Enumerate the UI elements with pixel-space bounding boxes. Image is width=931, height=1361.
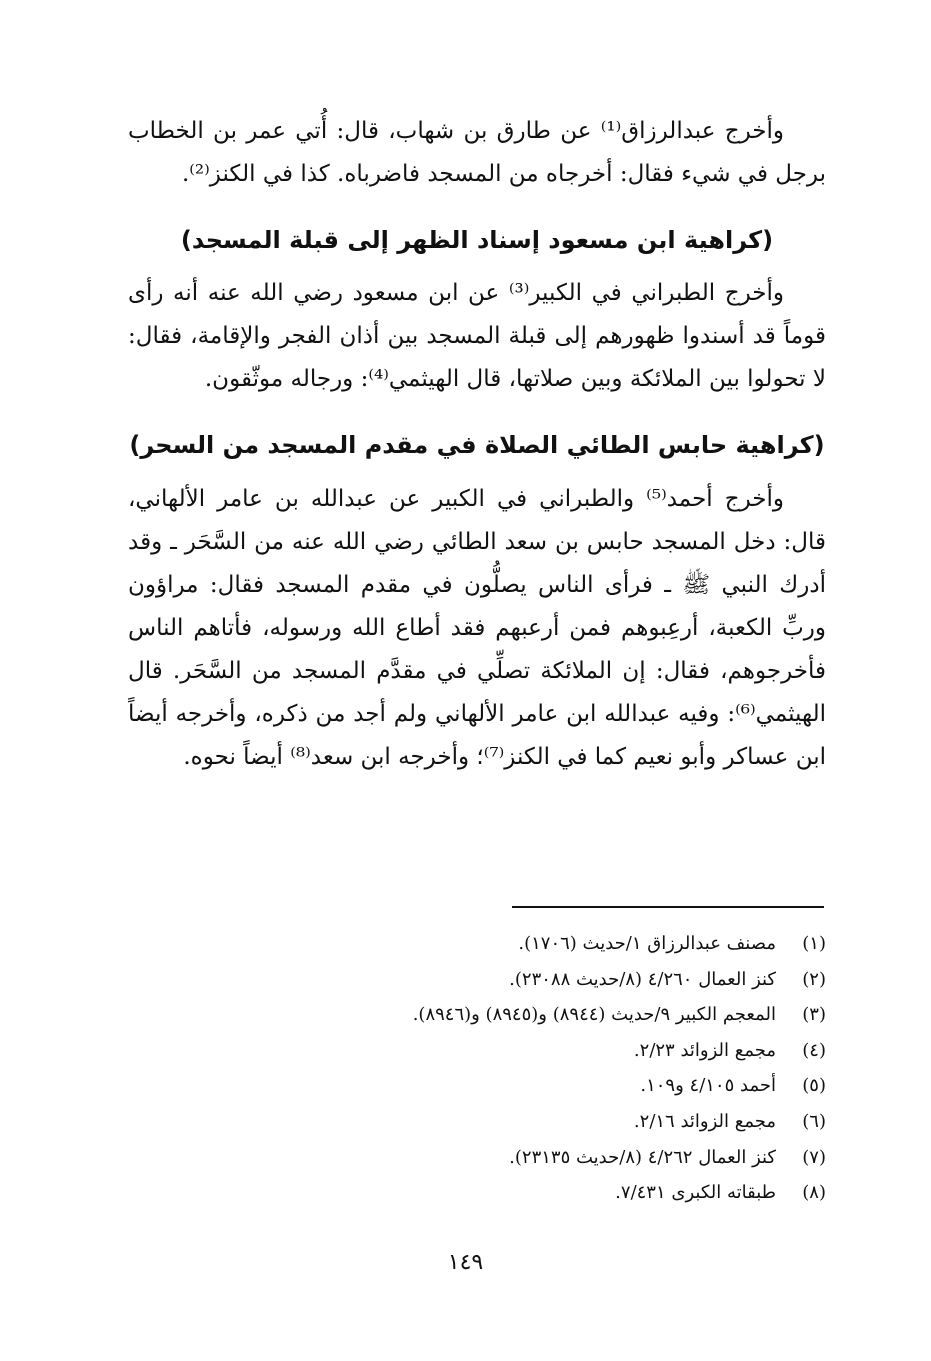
paragraph-2: وأخرج الطبراني في الكبير⁽³⁾ عن ابن مسعود رضي الله عنه أنه رأى قوماً قد أسندوا ظهورهم إلى قبلة المسجد بين أذان الفجر والإقامة، فقال: لا تحولوا بين الملائكة وبين صلاتها، قال الهيثمي⁽⁴⁾: ورجاله موثّقون. bbox=[128, 280, 826, 392]
footnote-item bbox=[200, 1111, 826, 1147]
footnote-number: (٤) bbox=[802, 1039, 826, 1061]
paragraph-1: وأخرج عبدالرزاق⁽¹⁾ عن طارق بن شهاب، قال: أُتي عمر بن الخطاب برجل في شيء فقال: أخرجاه من المسجد فاضرباه. كذا في الكنز⁽²⁾. bbox=[128, 118, 826, 187]
footnote-text: المعجم الكبير ٩/حديث (٨٩٤٤) و(٨٩٤٥) و(٨٩٤٦). bbox=[412, 1004, 776, 1026]
footnote-item bbox=[200, 933, 826, 969]
page-number: ١٤٩ bbox=[447, 1250, 484, 1275]
footnote-text: مصنف عبدالرزاق ١/حديث (١٧٠٦). bbox=[518, 933, 776, 954]
footnote-text: كنز العمال ٤/٢٦٢ (٨/حديث ٢٣١٣٥). bbox=[509, 1146, 776, 1168]
footnote-number: (١) bbox=[802, 933, 826, 954]
section-heading-1: (كراهية ابن مسعود إسناد الظهر إلى قبلة المسجد) bbox=[180, 226, 774, 254]
footnote-item bbox=[200, 969, 826, 1005]
paragraph-2-block bbox=[128, 272, 826, 401]
footnote-number: (٧) bbox=[802, 1146, 826, 1168]
paragraph-3: وأخرج أحمد⁽⁵⁾ والطبراني في الكبير عن عبدالله بن عامر الألهاني، قال: دخل المسجد حابس بن سعد الطائي رضي الله عنه من السَّحَر ـ وقد أدرك النبي ﷺ ـ فرأى الناس يصلُّون في مقدم المسجد فقال: مراؤون وربِّ الكعبة، أرعِبوهم فمن أرعبهم فقد أطاع الله ورسوله، فأتاهم الناس فأخرجوهم، فقال: إن الملائكة تصلِّي في مقدَّم المسجد من السَّحَر. قال الهيثمي⁽⁶⁾: وفيه عبدالله ابن عامر الألهاني ولم أجد من ذكره، وأخرجه أيضاً ابن عساكر وأبو نعيم كما في الكنز⁽⁷⁾؛ وأخرجه ابن سعد⁽⁸⁾ أيضاً نحوه. bbox=[128, 486, 826, 770]
footnote-text: مجمع الزوائد ٢/٢٣. bbox=[633, 1039, 776, 1061]
footnote-text: مجمع الزوائد ٢/١٦. bbox=[633, 1110, 776, 1132]
footnote-text: طبقاته الكبرى ٧/٤٣١. bbox=[615, 1182, 776, 1204]
footnote-number: (٣) bbox=[802, 1004, 826, 1026]
footnote-item bbox=[200, 1182, 826, 1218]
footnotes-list bbox=[200, 933, 826, 1218]
footnote-text: أحمد ٤/١٠٥ و١٠٩. bbox=[640, 1075, 776, 1097]
footnote-number: (٦) bbox=[802, 1110, 826, 1132]
footnote-text: كنز العمال ٤/٢٦٠ (٨/حديث ٢٣٠٨٨). bbox=[509, 968, 776, 990]
footnote-item bbox=[200, 1147, 826, 1183]
footnote-number: (٨) bbox=[802, 1182, 826, 1204]
footnote-item bbox=[200, 1040, 826, 1076]
paragraph-1-block bbox=[128, 110, 826, 196]
footnote-number: (٢) bbox=[802, 968, 826, 990]
footnote-number: (٥) bbox=[802, 1075, 826, 1097]
paragraph-3-block bbox=[128, 478, 826, 779]
footnote-item bbox=[200, 1075, 826, 1111]
footnote-item bbox=[200, 1004, 826, 1040]
section-heading-2: (كراهية حابس الطائي الصلاة في مقدم المسجد من السحر) bbox=[129, 431, 825, 459]
footnote-separator bbox=[512, 906, 824, 908]
